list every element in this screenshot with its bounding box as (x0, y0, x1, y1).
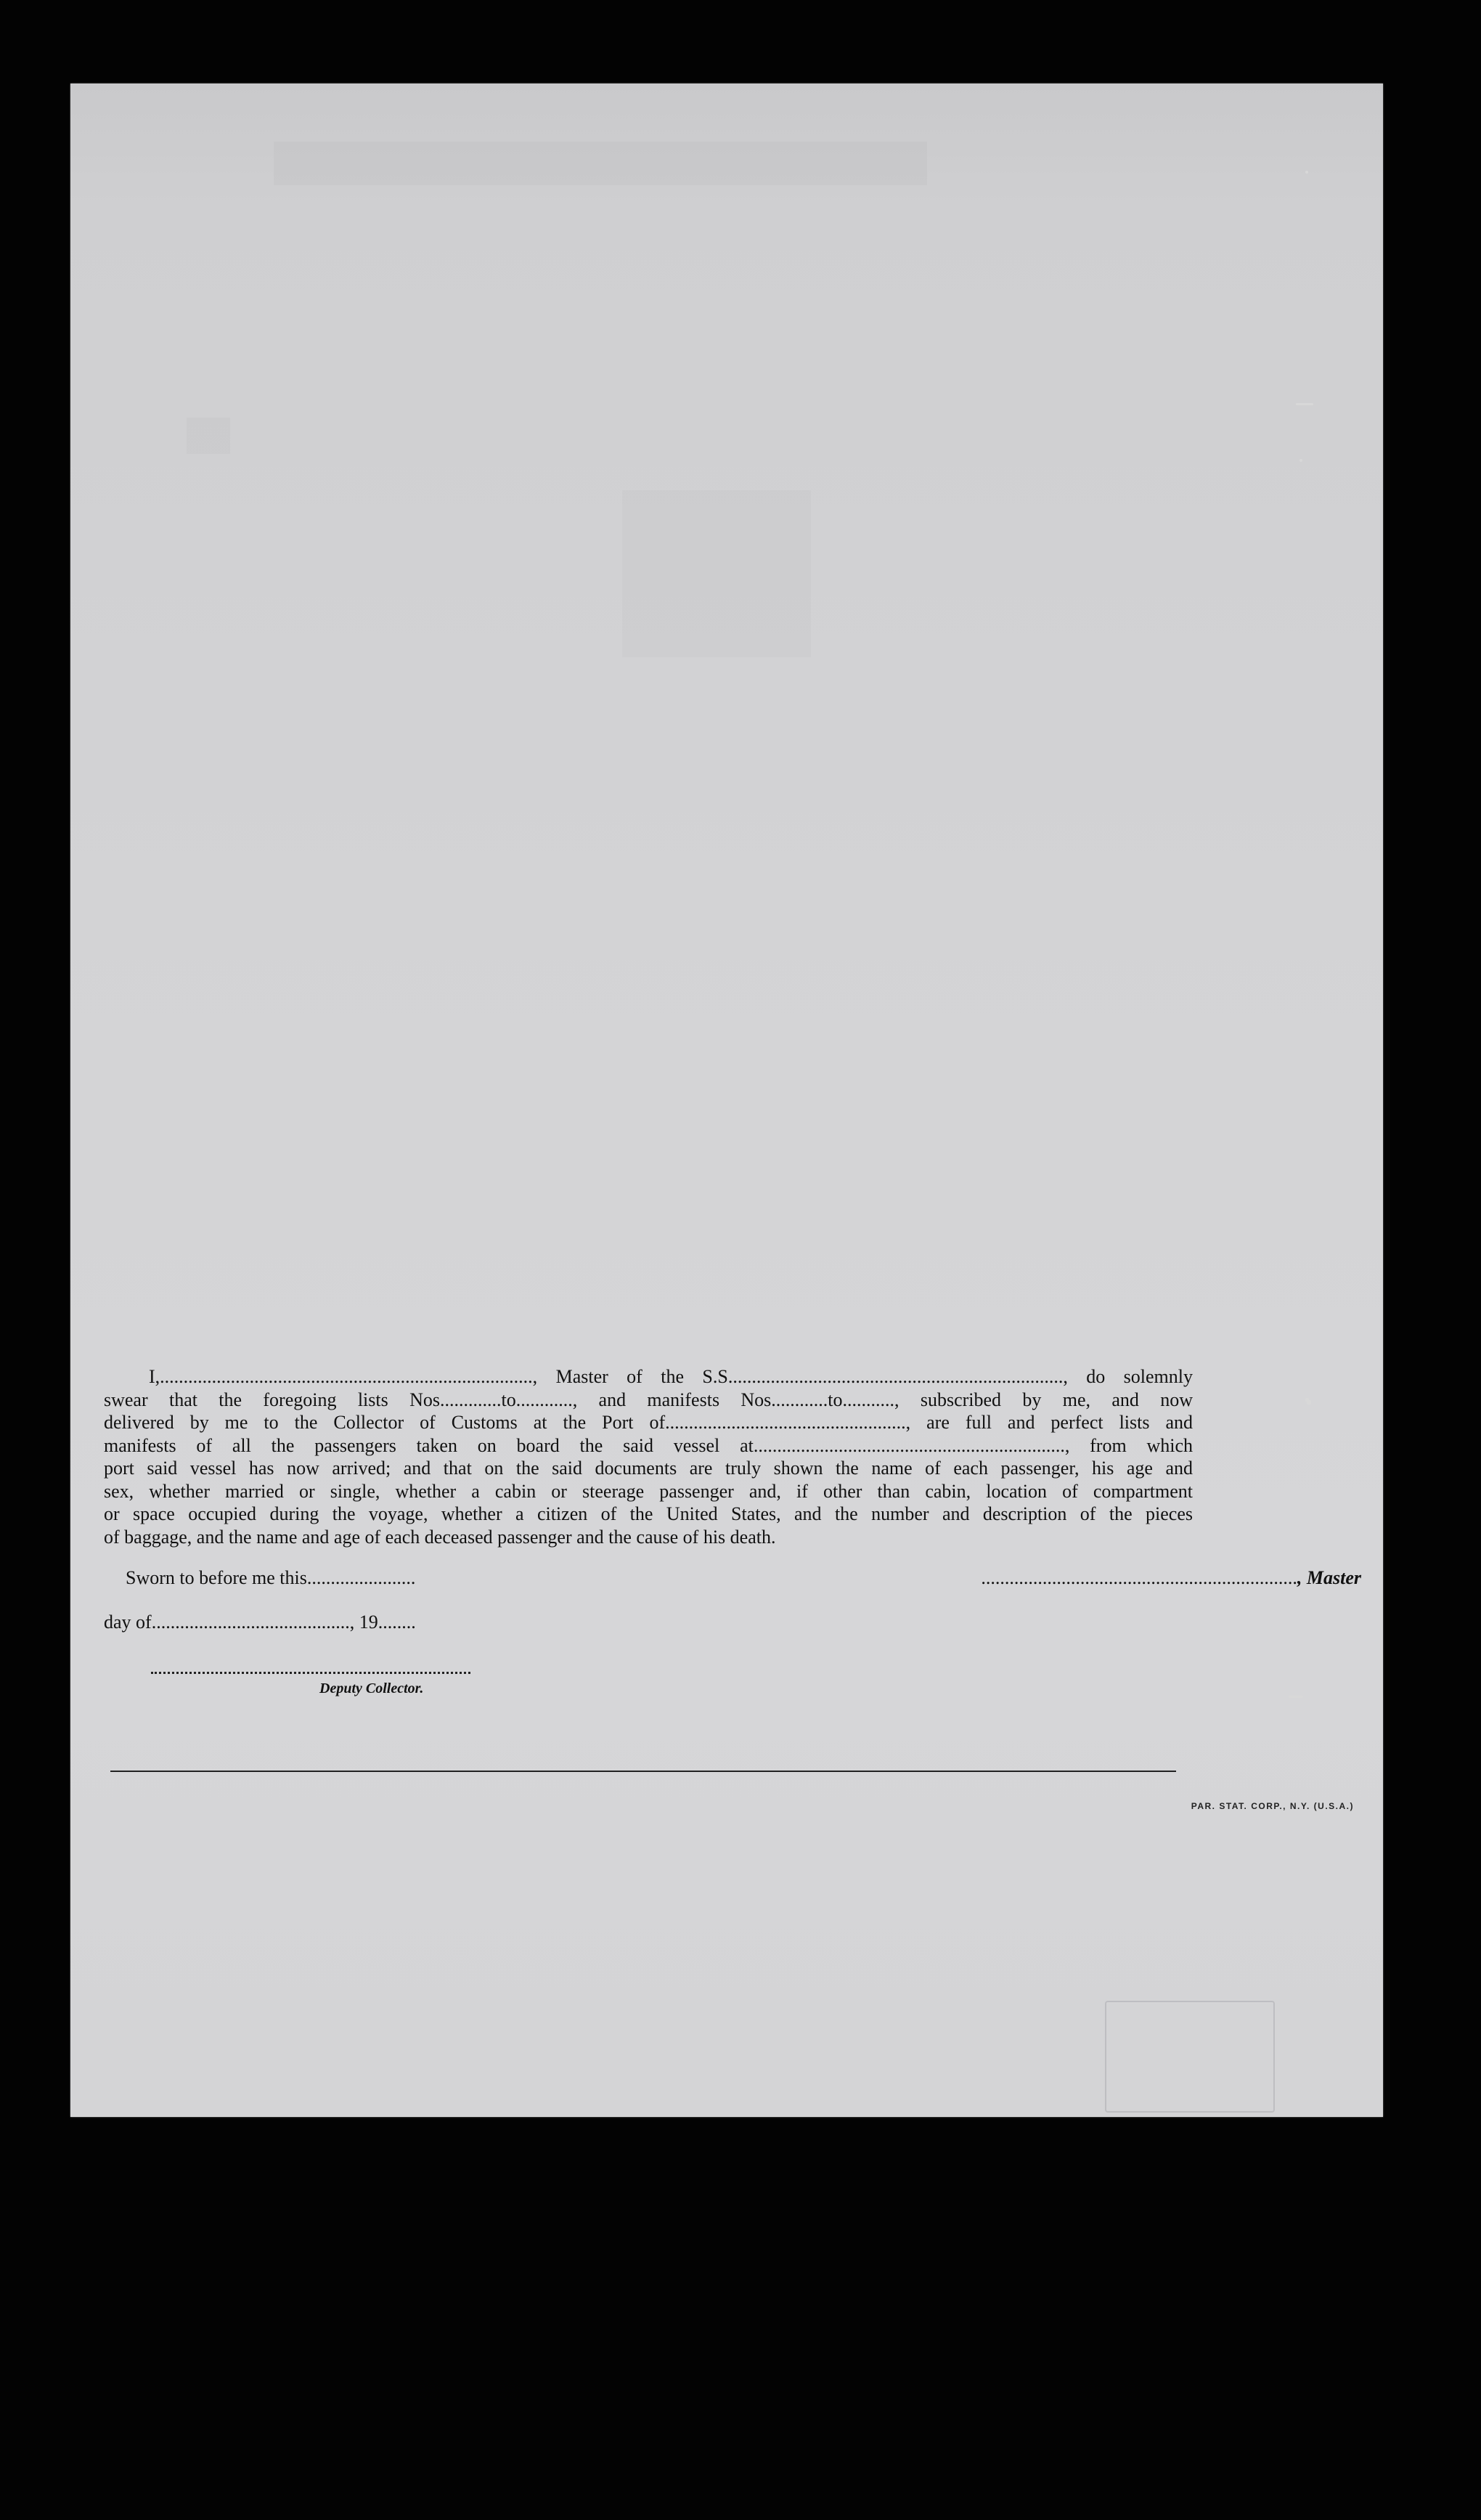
sworn-before-line (104, 1567, 415, 1589)
scan-speck (1305, 171, 1308, 174)
document-page (70, 84, 1383, 2117)
oath-line: swear that the foregoing lists Nos.............to............, and manifests Nos............to..........., subscribed by me, and now (104, 1389, 1193, 1410)
oath-line: manifests of all the passengers taken on board the said vessel at.................................................................., from which (104, 1434, 1193, 1456)
deputy-collector-label: Deputy Collector. (319, 1680, 424, 1696)
scan-speck (1289, 1696, 1303, 1698)
day-line: day of.........................................., 19........ (104, 1611, 416, 1633)
sworn-text: Sworn to before me this....................... (126, 1567, 416, 1588)
oath-line: sex, whether married or single, whether a cabin or steerage passenger and, if other than cabin, location of compartment (104, 1480, 1193, 1502)
oath-line: or space occupied during the voyage, whether a citizen of the United States, and the number and description of the pieces (104, 1503, 1193, 1524)
master-label: , Master (1297, 1567, 1361, 1588)
master-signature-line (981, 1567, 1361, 1589)
deputy-collector-signature-rule (151, 1672, 470, 1674)
bleed-through-text (622, 490, 811, 657)
master-signature-dots: ................................................................... (981, 1567, 1297, 1588)
divider-rule (110, 1771, 1176, 1772)
oath-line: delivered by me to the Collector of Customs at the Port of..................................................., are full and perfect lists and (104, 1412, 1193, 1433)
oath-line: of baggage, and the name and age of each deceased passenger and the cause of his death. (104, 1526, 776, 1548)
scan-speck (1296, 403, 1313, 405)
bleed-through-text (187, 418, 230, 454)
printer-imprint: PAR. STAT. CORP., N.Y. (U.S.A.) (1191, 1801, 1354, 1811)
scan-speck (1300, 459, 1302, 462)
scan-speck (1307, 1400, 1311, 1405)
master-oath-paragraph (104, 1365, 1193, 1548)
faded-stamp (1105, 2001, 1275, 2113)
oath-line: port said vessel has now arrived; and that on the said documents are truly shown the name of each passenger, his age and (104, 1458, 1193, 1479)
bleed-through-text (274, 142, 927, 185)
oath-line: I,..............................................................................., Master of the S.S......................................................................., do solemnly (149, 1366, 1193, 1387)
